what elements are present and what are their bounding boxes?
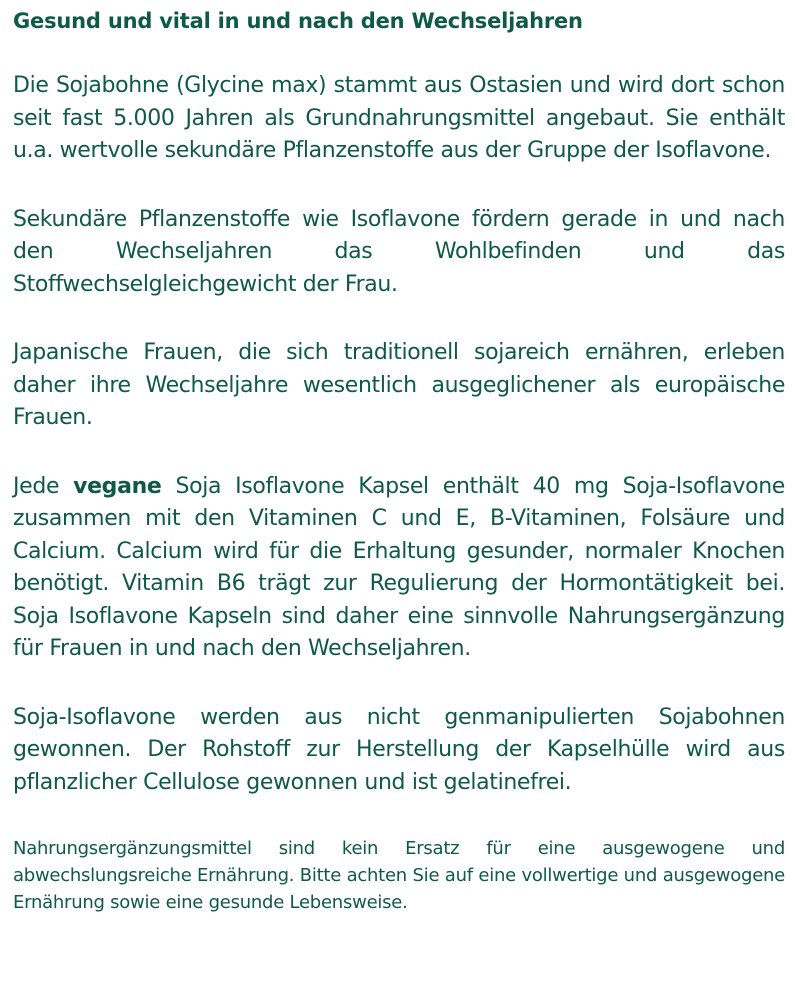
page-title: Gesund und vital in und nach den Wechseljahren (13, 9, 583, 33)
capsule-lead-text: Jede (13, 473, 74, 499)
paragraph-benefits: Sekundäre Pflanzenstoffe wie Isoflavone fördern gerade in und nach den Wechseljahren das Wohlbefinden und das Stoffwechselgleichgewicht der Frau. (13, 206, 785, 297)
capsule-body-text: Soja Isoflavone Kapsel enthält 40 mg Soja-Isoflavone zusammen mit den Vitaminen C und E, B-Vitaminen, Folsäure und Calcium. Calcium wird für die Erhaltung gesunder, normaler Knochen benötigt. Vitamin B6 trägt zur Regulierung der Hormontätigkeit bei. Soja Isoflavone Kapseln sind daher eine sinnvolle Nahrungsergänzung für Frauen in und nach den Wechseljahren. (13, 473, 785, 661)
paragraph-capsule-contents (13, 471, 785, 666)
paragraph-origin: Die Sojabohne (Glycine max) stammt aus Ostasien und wird dort schon seit fast 5.000 Jahren als Grundnahrungsmittel angebaut. Sie enthält u.a. wertvolle sekundäre Pflanzenstoffe aus der Gruppe der Isoflavone. (13, 73, 785, 163)
vegane-emphasis: vegane (73, 473, 162, 499)
paragraph-japanese-women: Japanische Frauen, die sich traditionell sojareich ernähren, erleben daher ihre Wechseljahre wesentlich ausgeglichener als europäische Frauen. (13, 340, 785, 430)
paragraph-sourcing: Soja-Isoflavone werden aus nicht genmanipulierten Sojabohnen gewonnen. Der Rohstoff zur Herstellung der Kapselhülle wird aus pflanzlicher Cellulose gewonnen und ist gelatinefrei. (13, 704, 785, 795)
product-description (13, 6, 785, 916)
disclaimer-note: Nahrungsergänzungsmittel sind kein Ersatz für eine ausgewogene und abwechslungsreiche Ernährung. Bitte achten Sie auf eine vollwertige und ausgewogene Ernährung sowie eine gesunde Lebensweise. (13, 838, 785, 913)
